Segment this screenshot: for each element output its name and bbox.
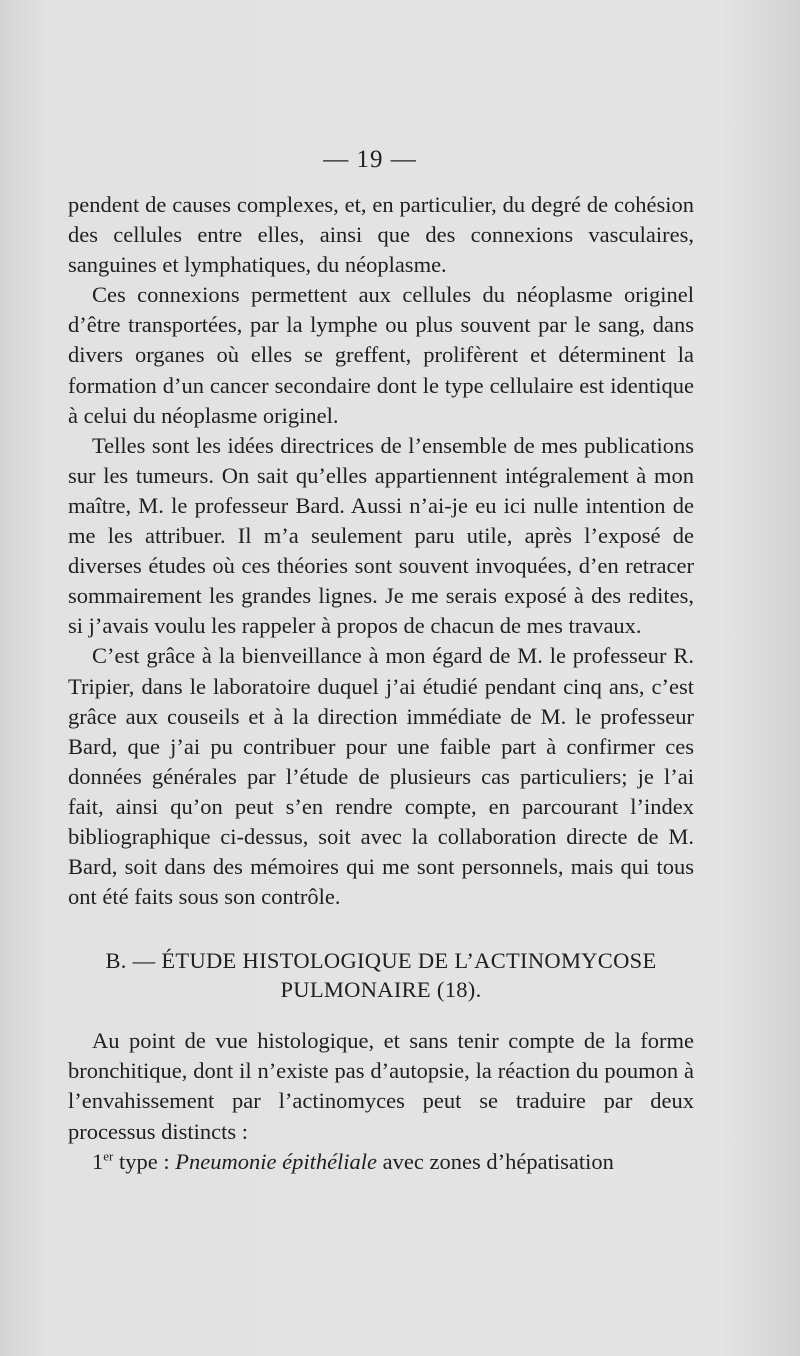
type1-label: type : [113,1148,176,1174]
paragraph-type-1 [68,1147,694,1177]
section-heading [68,946,694,1004]
body-text [68,190,694,1177]
type1-rest: avec zones d’hépatisation [377,1148,614,1174]
paragraph-connexions: Ces connexions permettent aux cellules du néoplasme originel d’être transportées, par la lymphe ou plus souvent par le sang, dans divers organes où elles se greffent, prolifèrent et déterminent la formation d’un cancer secondaire dont le type cellulaire est identique à celui du néoplasme originel. [68,282,694,428]
page-number: — 19 — [323,146,417,173]
section-heading-line2: PULMONAIRE (18). [280,977,482,1003]
section-heading-line1: B. — ÉTUDE HISTOLOGIQUE DE L’ACTINOMYCOSE [105,948,657,974]
paragraph-idees-directrices: Telles sont les idées directrices de l’ensemble de mes publications sur les tumeurs. On sait qu’elles appartiennent intégralement à mon maître, M. le professeur Bard. Aussi n’ai-je eu ici nulle intention de me les attribuer. Il m’a seulement paru utile, après l’exposé de diverses études où ces théories sont souvent invoquées, d’en retracer sommairement les grandes lignes. Je me serais exposé à des redites, si j’avais voulu les rappeler à propos de chacun de mes travaux. [68,432,694,639]
type1-ordinal: er [103,1148,114,1164]
paragraph-histologie-intro: Au point de vue histologique, et sans tenir compte de la forme bronchitique, dont il n’existe pas d’autopsie, la réaction du poumon à l’envahissement par l’actinomyces peut se traduire par deux processus distincts : [68,1028,694,1144]
type1-term: Pneumonie épithéliale [175,1148,378,1174]
type1-number: 1 [92,1148,104,1174]
paragraph-remerciements: C’est grâce à la bienveillance à mon égard de M. le professeur R. Tripier, dans le laboratoire duquel j’ai étudié pendant cinq ans, c’est grâce aux couseils et à la direction immédiate de M. le professeur Bard, que j’ai pu contribuer pour une faible part à confirmer ces données générales par l’étude de plusieurs cas particuliers; je l’ai fait, ainsi qu’on peut s’en rendre compte, en parcourant l’index bibliographique ci-dessus, soit avec la collaboration directe de M. Bard, soit dans des mémoires qui me sont personnels, mais qui tous ont été faits sous son contrôle. [68,643,694,910]
paragraph-continuation: pendent de causes complexes, et, en particulier, du degré de cohésion des cellules entre elles, ainsi que des connexions vasculaires, sanguines et lymphatiques, du néoplasme. [68,192,694,278]
